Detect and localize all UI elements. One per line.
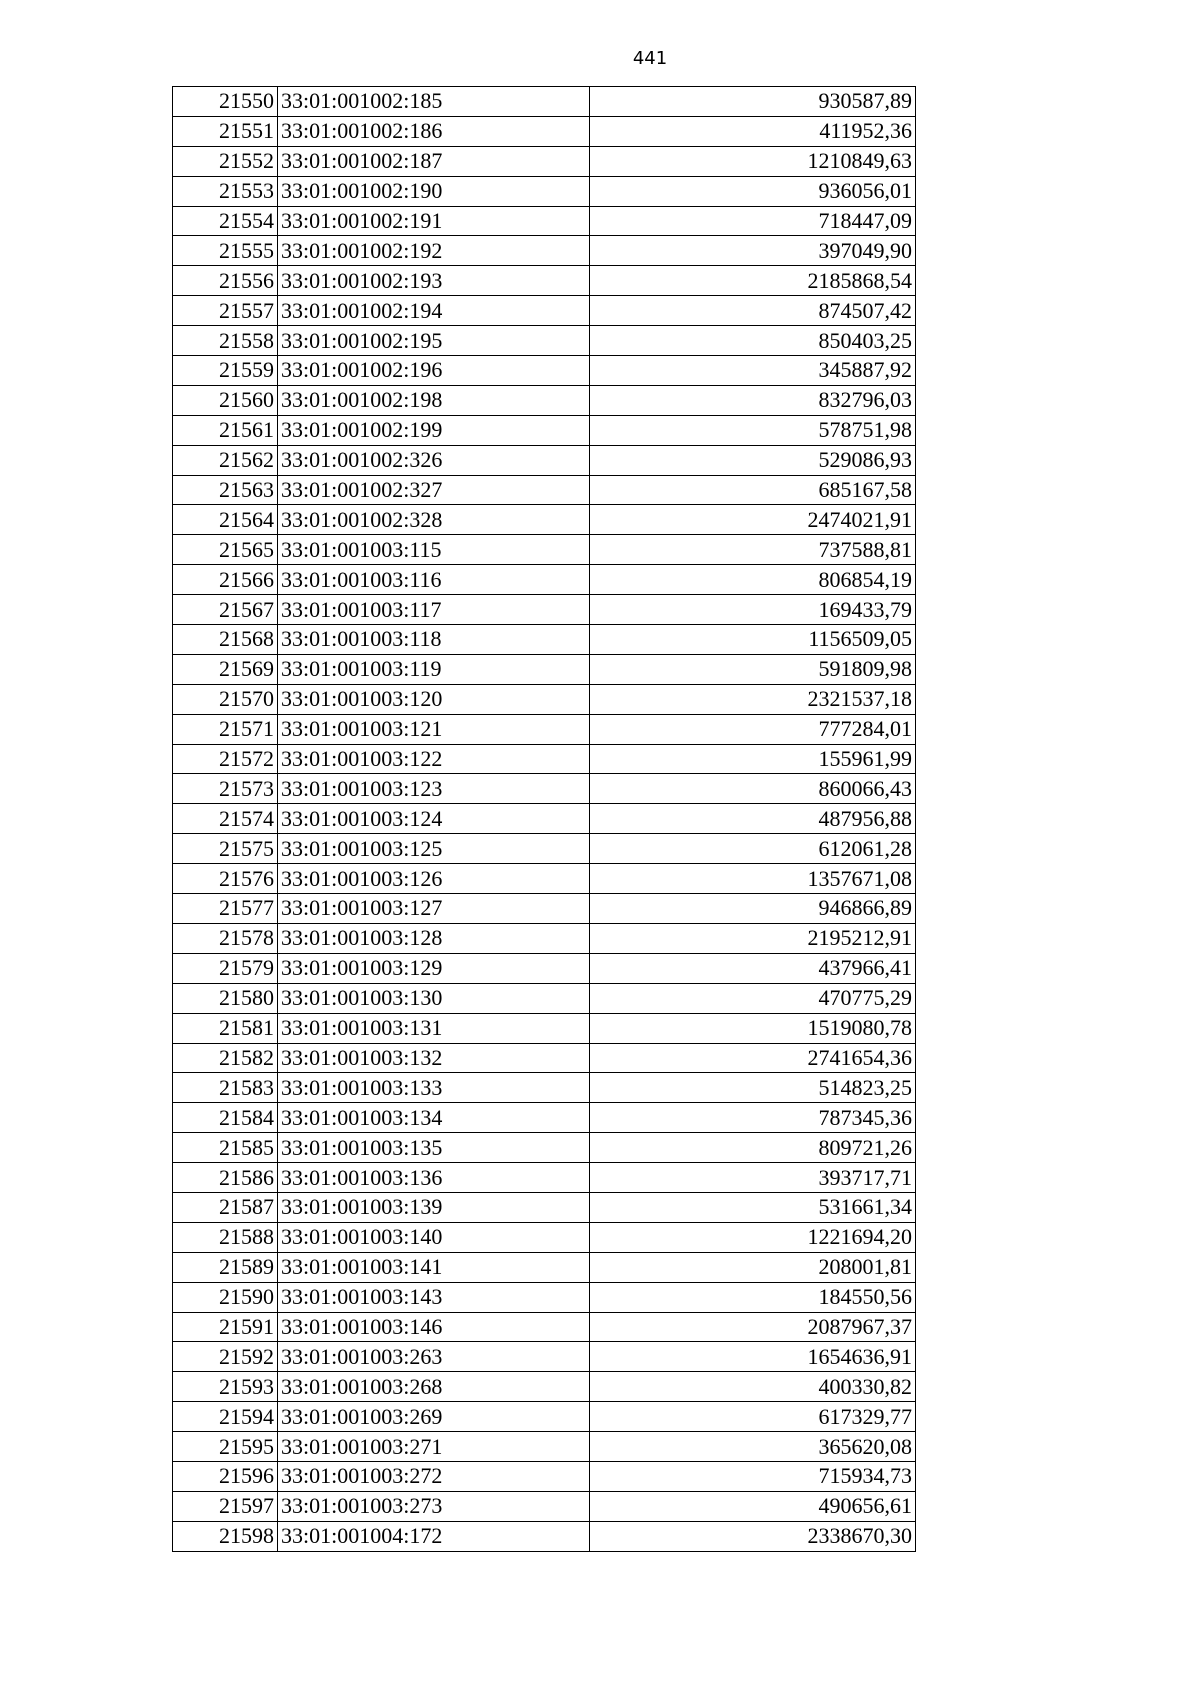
cadastral-number-cell: 33:01:001002:328 bbox=[278, 505, 590, 535]
cadastral-number-cell: 33:01:001003:140 bbox=[278, 1222, 590, 1252]
table-row bbox=[173, 1103, 916, 1133]
row-number-cell: 21555 bbox=[173, 236, 278, 266]
row-number-cell: 21567 bbox=[173, 595, 278, 625]
cadastral-value-cell: 400330,82 bbox=[590, 1372, 916, 1402]
cadastral-number-cell: 33:01:001002:326 bbox=[278, 445, 590, 475]
table-body bbox=[173, 87, 916, 1552]
row-number-cell: 21596 bbox=[173, 1461, 278, 1491]
row-number-cell: 21580 bbox=[173, 983, 278, 1013]
table-row bbox=[173, 1282, 916, 1312]
table-row bbox=[173, 146, 916, 176]
cadastral-value-cell: 2474021,91 bbox=[590, 505, 916, 535]
row-number-cell: 21557 bbox=[173, 296, 278, 326]
cadastral-value-cell: 393717,71 bbox=[590, 1163, 916, 1193]
cadastral-number-cell: 33:01:001003:131 bbox=[278, 1013, 590, 1043]
cadastral-number-cell: 33:01:001003:125 bbox=[278, 834, 590, 864]
cadastral-number-cell: 33:01:001003:139 bbox=[278, 1192, 590, 1222]
cadastral-value-cell: 860066,43 bbox=[590, 774, 916, 804]
table-row bbox=[173, 1043, 916, 1073]
table-row bbox=[173, 774, 916, 804]
cadastral-value-cell: 832796,03 bbox=[590, 385, 916, 415]
row-number-cell: 21565 bbox=[173, 535, 278, 565]
table-row bbox=[173, 1432, 916, 1462]
cadastral-number-cell: 33:01:001002:198 bbox=[278, 385, 590, 415]
row-number-cell: 21558 bbox=[173, 326, 278, 356]
table-row bbox=[173, 983, 916, 1013]
table-row bbox=[173, 1312, 916, 1342]
cadastral-value-cell: 2338670,30 bbox=[590, 1521, 916, 1551]
cadastral-number-cell: 33:01:001002:187 bbox=[278, 146, 590, 176]
cadastral-number-cell: 33:01:001002:199 bbox=[278, 415, 590, 445]
table-row bbox=[173, 1222, 916, 1252]
cadastral-number-cell: 33:01:001003:136 bbox=[278, 1163, 590, 1193]
cadastral-value-cell: 397049,90 bbox=[590, 236, 916, 266]
cadastral-number-cell: 33:01:001002:327 bbox=[278, 475, 590, 505]
cadastral-value-cell: 2321537,18 bbox=[590, 684, 916, 714]
table-row bbox=[173, 116, 916, 146]
cadastral-value-cell: 685167,58 bbox=[590, 475, 916, 505]
table-row bbox=[173, 804, 916, 834]
row-number-cell: 21559 bbox=[173, 356, 278, 386]
cadastral-number-cell: 33:01:001003:120 bbox=[278, 684, 590, 714]
cadastral-value-cell: 591809,98 bbox=[590, 654, 916, 684]
cadastral-number-cell: 33:01:001002:192 bbox=[278, 236, 590, 266]
cadastral-value-cell: 345887,92 bbox=[590, 356, 916, 386]
table-row bbox=[173, 206, 916, 236]
cadastral-value-cell: 487956,88 bbox=[590, 804, 916, 834]
cadastral-number-cell: 33:01:001003:135 bbox=[278, 1133, 590, 1163]
row-number-cell: 21598 bbox=[173, 1521, 278, 1551]
table-row bbox=[173, 1521, 916, 1551]
table-row bbox=[173, 1163, 916, 1193]
row-number-cell: 21552 bbox=[173, 146, 278, 176]
row-number-cell: 21566 bbox=[173, 565, 278, 595]
cadastral-value-cell: 208001,81 bbox=[590, 1252, 916, 1282]
row-number-cell: 21550 bbox=[173, 87, 278, 117]
table-row bbox=[173, 505, 916, 535]
cadastral-value-cell: 2087967,37 bbox=[590, 1312, 916, 1342]
row-number-cell: 21561 bbox=[173, 415, 278, 445]
cadastral-number-cell: 33:01:001003:271 bbox=[278, 1432, 590, 1462]
table-row bbox=[173, 296, 916, 326]
cadastral-number-cell: 33:01:001003:268 bbox=[278, 1372, 590, 1402]
row-number-cell: 21576 bbox=[173, 864, 278, 894]
row-number-cell: 21570 bbox=[173, 684, 278, 714]
row-number-cell: 21593 bbox=[173, 1372, 278, 1402]
cadastral-number-cell: 33:01:001002:185 bbox=[278, 87, 590, 117]
cadastral-number-cell: 33:01:001003:269 bbox=[278, 1402, 590, 1432]
table-row bbox=[173, 684, 916, 714]
row-number-cell: 21595 bbox=[173, 1432, 278, 1462]
cadastral-number-cell: 33:01:001003:272 bbox=[278, 1461, 590, 1491]
row-number-cell: 21594 bbox=[173, 1402, 278, 1432]
table-row bbox=[173, 1192, 916, 1222]
cadastral-value-cell: 184550,56 bbox=[590, 1282, 916, 1312]
row-number-cell: 21551 bbox=[173, 116, 278, 146]
table-row bbox=[173, 923, 916, 953]
table-row bbox=[173, 1133, 916, 1163]
cadastral-number-cell: 33:01:001003:133 bbox=[278, 1073, 590, 1103]
cadastral-value-cell: 946866,89 bbox=[590, 894, 916, 924]
cadastral-number-cell: 33:01:001003:146 bbox=[278, 1312, 590, 1342]
cadastral-value-cell: 612061,28 bbox=[590, 834, 916, 864]
row-number-cell: 21584 bbox=[173, 1103, 278, 1133]
table-row bbox=[173, 87, 916, 117]
cadastral-value-cell: 1156509,05 bbox=[590, 625, 916, 655]
row-number-cell: 21589 bbox=[173, 1252, 278, 1282]
table-row bbox=[173, 1342, 916, 1372]
row-number-cell: 21591 bbox=[173, 1312, 278, 1342]
cadastral-number-cell: 33:01:001002:193 bbox=[278, 266, 590, 296]
table-row bbox=[173, 1372, 916, 1402]
cadastral-value-cell: 737588,81 bbox=[590, 535, 916, 565]
cadastral-number-cell: 33:01:001002:186 bbox=[278, 116, 590, 146]
cadastral-number-cell: 33:01:001002:194 bbox=[278, 296, 590, 326]
cadastral-number-cell: 33:01:001003:132 bbox=[278, 1043, 590, 1073]
row-number-cell: 21586 bbox=[173, 1163, 278, 1193]
cadastral-number-cell: 33:01:001003:134 bbox=[278, 1103, 590, 1133]
row-number-cell: 21592 bbox=[173, 1342, 278, 1372]
table-row bbox=[173, 475, 916, 505]
cadastral-number-cell: 33:01:001003:116 bbox=[278, 565, 590, 595]
cadastral-value-cell: 514823,25 bbox=[590, 1073, 916, 1103]
cadastral-value-cell: 874507,42 bbox=[590, 296, 916, 326]
cadastral-number-cell: 33:01:001003:263 bbox=[278, 1342, 590, 1372]
cadastral-number-cell: 33:01:001003:118 bbox=[278, 625, 590, 655]
cadastral-number-cell: 33:01:001003:126 bbox=[278, 864, 590, 894]
cadastral-number-cell: 33:01:001003:122 bbox=[278, 744, 590, 774]
cadastral-value-cell: 617329,77 bbox=[590, 1402, 916, 1432]
cadastral-value-cell: 470775,29 bbox=[590, 983, 916, 1013]
cadastral-number-cell: 33:01:001002:196 bbox=[278, 356, 590, 386]
table-row bbox=[173, 326, 916, 356]
cadastral-value-cell: 718447,09 bbox=[590, 206, 916, 236]
cadastral-value-cell: 787345,36 bbox=[590, 1103, 916, 1133]
row-number-cell: 21563 bbox=[173, 475, 278, 505]
row-number-cell: 21587 bbox=[173, 1192, 278, 1222]
table-row bbox=[173, 1461, 916, 1491]
cadastral-value-cell: 850403,25 bbox=[590, 326, 916, 356]
cadastral-number-cell: 33:01:001003:141 bbox=[278, 1252, 590, 1282]
cadastral-value-cell: 1519080,78 bbox=[590, 1013, 916, 1043]
table-row bbox=[173, 535, 916, 565]
page-number: 441 bbox=[632, 48, 668, 69]
cadastral-number-cell: 33:01:001002:190 bbox=[278, 176, 590, 206]
row-number-cell: 21573 bbox=[173, 774, 278, 804]
table-row bbox=[173, 1402, 916, 1432]
cadastral-number-cell: 33:01:001003:129 bbox=[278, 953, 590, 983]
row-number-cell: 21597 bbox=[173, 1491, 278, 1521]
row-number-cell: 21556 bbox=[173, 266, 278, 296]
cadastral-value-cell: 531661,34 bbox=[590, 1192, 916, 1222]
row-number-cell: 21572 bbox=[173, 744, 278, 774]
table-row bbox=[173, 1252, 916, 1282]
row-number-cell: 21577 bbox=[173, 894, 278, 924]
cadastral-number-cell: 33:01:001003:119 bbox=[278, 654, 590, 684]
cadastral-value-cell: 936056,01 bbox=[590, 176, 916, 206]
table-row bbox=[173, 1013, 916, 1043]
table-row bbox=[173, 236, 916, 266]
table-row bbox=[173, 445, 916, 475]
cadastral-value-cell: 2741654,36 bbox=[590, 1043, 916, 1073]
row-number-cell: 21574 bbox=[173, 804, 278, 834]
cadastral-number-cell: 33:01:001004:172 bbox=[278, 1521, 590, 1551]
cadastral-value-cell: 777284,01 bbox=[590, 714, 916, 744]
cadastral-number-cell: 33:01:001003:123 bbox=[278, 774, 590, 804]
cadastral-value-cell: 809721,26 bbox=[590, 1133, 916, 1163]
table-row bbox=[173, 834, 916, 864]
cadastral-value-cell: 1210849,63 bbox=[590, 146, 916, 176]
table-row bbox=[173, 595, 916, 625]
cadastral-value-cell: 490656,61 bbox=[590, 1491, 916, 1521]
row-number-cell: 21554 bbox=[173, 206, 278, 236]
table-row bbox=[173, 176, 916, 206]
row-number-cell: 21590 bbox=[173, 1282, 278, 1312]
row-number-cell: 21560 bbox=[173, 385, 278, 415]
row-number-cell: 21553 bbox=[173, 176, 278, 206]
cadastral-value-cell: 155961,99 bbox=[590, 744, 916, 774]
row-number-cell: 21562 bbox=[173, 445, 278, 475]
cadastral-number-cell: 33:01:001003:124 bbox=[278, 804, 590, 834]
row-number-cell: 21579 bbox=[173, 953, 278, 983]
row-number-cell: 21564 bbox=[173, 505, 278, 535]
cadastral-value-cell: 1221694,20 bbox=[590, 1222, 916, 1252]
row-number-cell: 21588 bbox=[173, 1222, 278, 1252]
table-row bbox=[173, 266, 916, 296]
table-row bbox=[173, 565, 916, 595]
cadastral-value-cell: 930587,89 bbox=[590, 87, 916, 117]
table-row bbox=[173, 1491, 916, 1521]
table-row bbox=[173, 864, 916, 894]
table-row bbox=[173, 1073, 916, 1103]
table-row bbox=[173, 625, 916, 655]
cadastral-number-cell: 33:01:001002:195 bbox=[278, 326, 590, 356]
cadastral-value-cell: 529086,93 bbox=[590, 445, 916, 475]
table-row bbox=[173, 415, 916, 445]
table-row bbox=[173, 744, 916, 774]
cadastral-number-cell: 33:01:001003:273 bbox=[278, 1491, 590, 1521]
cadastral-value-cell: 169433,79 bbox=[590, 595, 916, 625]
cadastral-value-cell: 437966,41 bbox=[590, 953, 916, 983]
cadastral-value-cell: 2195212,91 bbox=[590, 923, 916, 953]
row-number-cell: 21575 bbox=[173, 834, 278, 864]
table-row bbox=[173, 654, 916, 684]
cadastral-number-cell: 33:01:001002:191 bbox=[278, 206, 590, 236]
cadastral-value-cell: 2185868,54 bbox=[590, 266, 916, 296]
cadastral-value-cell: 1357671,08 bbox=[590, 864, 916, 894]
row-number-cell: 21578 bbox=[173, 923, 278, 953]
row-number-cell: 21582 bbox=[173, 1043, 278, 1073]
cadastral-number-cell: 33:01:001003:127 bbox=[278, 894, 590, 924]
cadastral-number-cell: 33:01:001003:130 bbox=[278, 983, 590, 1013]
cadastral-number-cell: 33:01:001003:143 bbox=[278, 1282, 590, 1312]
cadastral-value-cell: 1654636,91 bbox=[590, 1342, 916, 1372]
row-number-cell: 21571 bbox=[173, 714, 278, 744]
row-number-cell: 21568 bbox=[173, 625, 278, 655]
cadastral-value-cell: 806854,19 bbox=[590, 565, 916, 595]
cadastral-value-table bbox=[172, 86, 916, 1552]
cadastral-number-cell: 33:01:001003:128 bbox=[278, 923, 590, 953]
cadastral-number-cell: 33:01:001003:121 bbox=[278, 714, 590, 744]
table-row bbox=[173, 356, 916, 386]
row-number-cell: 21569 bbox=[173, 654, 278, 684]
cadastral-value-cell: 715934,73 bbox=[590, 1461, 916, 1491]
cadastral-value-cell: 578751,98 bbox=[590, 415, 916, 445]
cadastral-number-cell: 33:01:001003:115 bbox=[278, 535, 590, 565]
cadastral-number-cell: 33:01:001003:117 bbox=[278, 595, 590, 625]
cadastral-value-cell: 365620,08 bbox=[590, 1432, 916, 1462]
row-number-cell: 21583 bbox=[173, 1073, 278, 1103]
table-row bbox=[173, 953, 916, 983]
row-number-cell: 21585 bbox=[173, 1133, 278, 1163]
table-row bbox=[173, 714, 916, 744]
cadastral-value-cell: 411952,36 bbox=[590, 116, 916, 146]
row-number-cell: 21581 bbox=[173, 1013, 278, 1043]
table-row bbox=[173, 385, 916, 415]
table-row bbox=[173, 894, 916, 924]
